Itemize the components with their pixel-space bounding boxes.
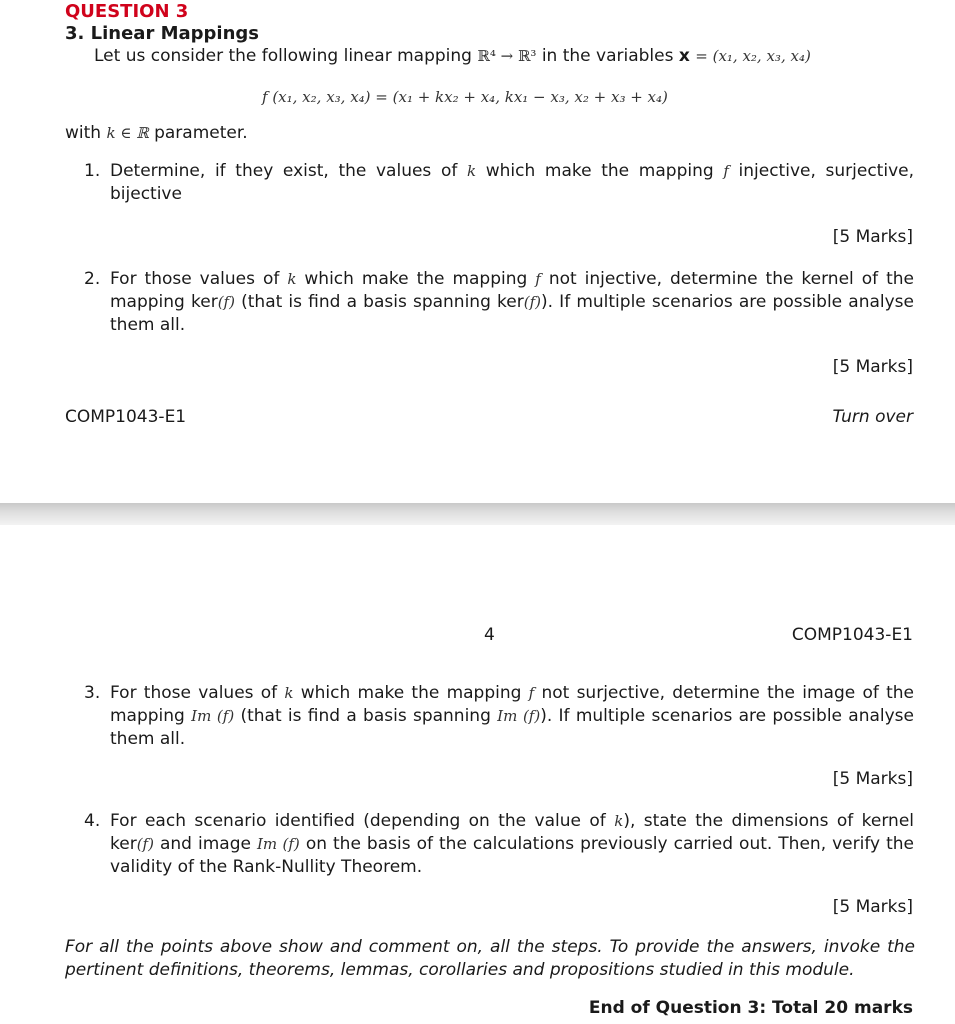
end-of-question: End of Question 3: Total 20 marks <box>588 998 913 1018</box>
item-4-text-c: and image <box>159 834 251 854</box>
item-4-text-b: ), state the dimensions of kernel ker <box>110 811 915 854</box>
item-3-math-k: k <box>284 684 294 702</box>
intro-text: Let us consider the following linear mapping <box>94 46 472 66</box>
item-4-marks: [5 Marks] <box>832 897 913 917</box>
footer-turn-over: Turn over <box>832 407 913 427</box>
item-2-text-c: not injective, determine the kernel of the mapping ker <box>110 269 915 312</box>
item-3-number: 3. <box>84 683 101 703</box>
item-2-text-b: which make the mapping <box>304 269 528 289</box>
item-2-math-kerf: (f) <box>217 293 235 311</box>
item-2-text-a: For those values of <box>110 269 280 289</box>
item-2-text-e: ). If multiple scenarios are possible analyse them all. <box>110 292 914 335</box>
item-1-math-f: f <box>723 162 729 180</box>
item-3-text <box>110 682 914 751</box>
item-1-text-b: which make the mapping <box>485 161 714 181</box>
item-4-text-a: For each scenario identified (depending on the value of <box>110 811 606 831</box>
item-3-math-imf2: Im (f) <box>497 707 541 725</box>
item-4-text <box>110 810 914 879</box>
with-text2: parameter. <box>154 123 248 143</box>
item-1-number: 1. <box>84 161 101 181</box>
item-3-text-e: ). If multiple scenarios are possible analyse them all. <box>110 706 914 749</box>
intro-math: ℝ⁴ → ℝ³ <box>477 47 537 65</box>
item-2-math-kerf2: (f) <box>523 293 541 311</box>
item-2-number: 2. <box>84 269 101 289</box>
page-divider <box>0 503 955 525</box>
item-2-math-f: f <box>535 270 541 288</box>
item-3-text-b: which make the mapping <box>300 683 522 703</box>
question-label: QUESTION 3 <box>65 1 189 22</box>
item-1-text <box>110 160 914 206</box>
header-code: COMP1043-E1 <box>791 625 913 645</box>
footer-code: COMP1043-E1 <box>65 407 187 427</box>
equation: f (x₁, x₂, x₃, x₄) = (x₁ + kx₂ + x₄, kx₁ − x₃, x₂ + x₃ + x₄) <box>262 88 668 106</box>
vars-bold: x <box>678 46 690 66</box>
item-3-text-a: For those values of <box>110 683 278 703</box>
item-4-math-imf: Im (f) <box>256 835 300 853</box>
with-text: with <box>65 123 102 143</box>
item-3-math-f: f <box>528 684 535 702</box>
item-4-number: 4. <box>84 811 101 831</box>
item-2-math-k: k <box>287 270 297 288</box>
item-4-text-d: on the basis of the calculations previously carried out. Then, verify the validity of the Rank-Nullity Theorem. <box>110 834 915 877</box>
intro-text2: in the variables <box>541 46 674 66</box>
item-1-text-a: Determine, if they exist, the values of <box>110 161 458 181</box>
item-3-text-d: (that is find a basis spanning <box>240 706 491 726</box>
item-3-text-c: not surjective, determine the image of the mapping <box>110 683 914 726</box>
item-3-math-imf: Im (f) <box>191 707 235 725</box>
vars-math: = (x₁, x₂, x₃, x₄) <box>695 47 811 65</box>
closing-instructions: For all the points above show and comment on, all the steps. To provide the answers, invoke the pertinent definitions, theorems, lemmas, corollaries and propositions studied in this module. <box>65 937 915 980</box>
item-1-text-c: injective, surjective, bijective <box>110 161 914 204</box>
item-1-marks: [5 Marks] <box>832 227 913 247</box>
section-title: 3. Linear Mappings <box>65 23 259 44</box>
item-2-text <box>110 268 914 337</box>
item-1-math-k: k <box>466 162 477 180</box>
item-4-math-k: k <box>614 812 624 830</box>
with-line <box>65 122 248 144</box>
item-2-marks: [5 Marks] <box>832 357 913 377</box>
intro-line <box>94 45 811 67</box>
item-2-text-d: (that is find a basis spanning ker <box>241 292 524 312</box>
page-number: 4 <box>484 625 495 645</box>
item-4-math-kerf: (f) <box>136 835 154 853</box>
with-math: k ∈ ℝ <box>106 124 149 142</box>
item-3-marks: [5 Marks] <box>832 769 913 789</box>
